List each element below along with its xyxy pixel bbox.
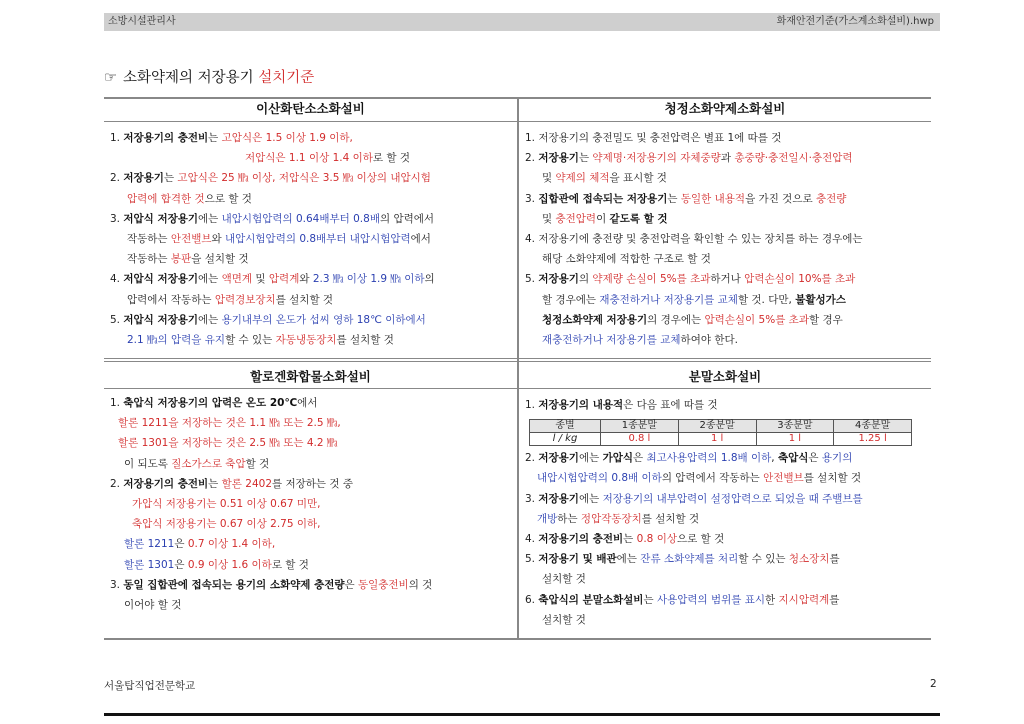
- text-line: [525, 448, 929, 468]
- text-run: 압력계: [268, 273, 300, 286]
- text-run: 은 다음 표에 따를 것: [623, 399, 718, 411]
- text-run: 약제량 손실이 5%를 초과: [592, 273, 711, 286]
- text-run: 5.: [525, 273, 539, 286]
- text-run: 약제의 체적: [555, 172, 610, 185]
- text-run: 저장용기: [123, 172, 164, 185]
- text-line: [525, 529, 929, 549]
- text-line: [525, 330, 929, 350]
- text-run: 와: [299, 273, 313, 286]
- text-line: [525, 489, 929, 509]
- text-run: 5.: [525, 553, 539, 566]
- text-run: 0.8 이상: [636, 533, 677, 546]
- text-line: [110, 413, 514, 433]
- standards-table: [104, 97, 931, 640]
- text-line: [110, 269, 514, 289]
- text-line: [110, 168, 514, 188]
- text-line: [110, 290, 514, 310]
- text-run: 에는: [578, 452, 603, 465]
- text-run: 청소장치: [788, 553, 830, 566]
- text-run: 의 압력에서: [379, 212, 435, 225]
- text-run: 에는: [616, 553, 641, 566]
- text-run: 정압작동장치: [580, 512, 642, 525]
- text-run: 에는: [198, 313, 222, 326]
- table-cell: 1종분말: [601, 420, 679, 433]
- text-line: [110, 189, 514, 209]
- running-header: [104, 13, 940, 31]
- text-line: [525, 128, 929, 148]
- text-run: 3.: [110, 212, 124, 225]
- text-run: 저장용기의 충전비: [538, 533, 624, 546]
- text-run: 4.: [110, 273, 124, 286]
- text-run: 를 저장하는 것 중: [272, 477, 354, 490]
- text-run: 불활성가스: [795, 293, 846, 306]
- text-run: 최고사용압력의 1.8배 이하: [646, 452, 772, 465]
- powder-heading: 분말소화설비: [688, 369, 762, 384]
- text-line: [110, 249, 514, 269]
- text-run: 저장용기의 충전비: [123, 132, 209, 144]
- text-line: [110, 595, 514, 615]
- text-run: 할 것. 다만,: [737, 293, 796, 306]
- text-run: 할론 1301을 저장하는 것은 2.5 ㎫ 또는 4.2 ㎫: [118, 437, 338, 450]
- page-number: 2: [930, 678, 937, 690]
- powder-table-header: [530, 420, 912, 433]
- text-run: 6.: [525, 593, 539, 606]
- text-run: 고압식은 1.5 이상 1.9 이하,: [221, 132, 353, 144]
- text-run: 자동냉동장치: [275, 334, 337, 347]
- powder-content: [525, 395, 929, 630]
- text-run: 으로 할 것: [204, 192, 252, 205]
- pointing-hand-icon: ☞: [104, 70, 117, 86]
- text-run: 하여야 한다.: [680, 334, 738, 347]
- text-run: 3.: [525, 492, 539, 505]
- text-run: 안전밸브: [170, 233, 212, 246]
- text-run: 할 수 있는: [225, 334, 276, 347]
- text-run: 의: [578, 273, 593, 286]
- text-line: [525, 395, 929, 415]
- text-line: [110, 494, 514, 514]
- text-line: [525, 269, 929, 289]
- text-run: 용기내부의 온도가 섭씨 영하 18℃ 이하에서: [221, 313, 426, 326]
- text-run: 집합관에 접속되는 저장용기: [538, 192, 668, 205]
- footer-school: 서울탑직업전문학교: [104, 680, 196, 692]
- text-run: 로 할 것: [372, 152, 411, 165]
- text-run: 를 설치할 것: [641, 512, 700, 525]
- text-run: 2.: [525, 152, 539, 165]
- text-run: 를 설치할 것: [275, 293, 334, 306]
- text-line: [525, 468, 929, 488]
- text-run: 내압시험압력의 0.64배부터 0.8배: [221, 212, 380, 225]
- text-run: 같도록 할 것: [609, 212, 668, 225]
- table-cell: 0.8 l: [601, 433, 679, 446]
- text-line: [110, 514, 514, 534]
- text-run: 와: [211, 233, 225, 246]
- text-line: [525, 610, 929, 630]
- text-run: 1. 저장용기의 충전밀도 및 충전압력은 별표 1에 따를 것: [525, 132, 782, 144]
- text-run: 사용압력의 범위를 표시: [656, 593, 766, 606]
- text-run: 충전량: [815, 192, 847, 205]
- text-run: 에는: [578, 492, 603, 505]
- text-line: [525, 509, 929, 529]
- text-line: [110, 474, 514, 494]
- text-run: 축압식의 분말소화설비: [538, 593, 644, 606]
- text-run: 은: [344, 578, 358, 591]
- text-run: 의 압력에서 작동하는: [661, 472, 764, 485]
- text-line: [110, 128, 514, 148]
- text-run: 을 설치할 것: [191, 253, 249, 266]
- powder-items-rest: [525, 448, 929, 630]
- text-run: 2.: [525, 452, 539, 465]
- text-run: 압력에 합격한 것: [127, 192, 205, 205]
- text-run: 작동하는: [127, 253, 171, 266]
- co2-content: [110, 128, 514, 350]
- text-run: 압력손실이 10%를 초과: [744, 273, 856, 286]
- text-run: 는: [208, 132, 222, 144]
- text-run: 저장용기: [538, 273, 579, 286]
- text-run: 동일충전비: [357, 578, 409, 591]
- text-line: [525, 569, 929, 589]
- text-line: [525, 549, 929, 569]
- text-run: 를 설치할 것: [803, 472, 862, 485]
- text-run: 안전밸브: [763, 472, 804, 485]
- text-run: 저압식 저장용기: [123, 313, 199, 326]
- text-run: 및: [252, 273, 269, 286]
- text-run: 용기의: [821, 452, 853, 465]
- text-run: 를 설치할 것: [336, 334, 394, 347]
- table-cell: 3종분말: [756, 420, 834, 433]
- text-run: 은: [174, 558, 188, 571]
- text-run: 은: [808, 452, 822, 465]
- text-run: 작동하는: [127, 233, 171, 246]
- text-run: 액면계: [221, 273, 253, 286]
- text-run: 할 경우에는: [542, 293, 600, 306]
- text-run: 개방: [537, 512, 558, 525]
- clean-agent-heading: 청정소화약제소화설비: [664, 101, 786, 116]
- text-run: 의: [424, 273, 435, 286]
- text-line: [110, 555, 514, 575]
- text-run: 재충전하거나 저장용기를 교체: [599, 293, 738, 306]
- text-run: 지시압력계: [778, 593, 830, 606]
- text-run: ,: [771, 452, 778, 465]
- text-run: 한: [765, 593, 779, 606]
- text-line: [525, 290, 929, 310]
- text-run: 2.: [110, 477, 124, 490]
- text-run: 저장용기의 충전비: [123, 477, 209, 490]
- text-run: 는: [208, 477, 222, 490]
- table-cell: 1.25 l: [834, 433, 912, 446]
- powder-volume-table: [529, 419, 912, 446]
- halon-heading: 할로겐화합물소화설비: [250, 369, 371, 384]
- text-run: 총중량·충전일시·충전압력: [734, 152, 853, 165]
- text-run: 저압식은 1.1 이상 1.4 이하: [245, 152, 373, 165]
- text-run: 이어야 할 것: [124, 599, 182, 612]
- text-run: 할 수 있는: [738, 553, 789, 566]
- text-run: 질소가스로 축압: [171, 457, 246, 470]
- text-line: [525, 168, 929, 188]
- text-line: [525, 310, 929, 330]
- text-run: 저장용기: [538, 492, 579, 505]
- text-run: 은: [174, 538, 188, 551]
- text-line: [110, 310, 514, 330]
- text-line: [110, 229, 514, 249]
- text-run: 약제명·저장용기의 자체중량: [592, 152, 721, 165]
- text-run: 는: [163, 172, 178, 185]
- text-run: 2.: [110, 172, 124, 185]
- text-line: [110, 209, 514, 229]
- text-run: 저압식 저장용기: [123, 212, 199, 225]
- text-run: 2.1 ㎫의 압력을 유지: [127, 334, 226, 347]
- text-run: 충전압력: [555, 212, 597, 225]
- table-cell: 4종분말: [834, 420, 912, 433]
- text-line: [110, 575, 514, 595]
- text-run: 할론 1301: [124, 558, 175, 571]
- text-run: 축압식 저장용기의 압력은 온도 20℃: [123, 397, 298, 409]
- text-line: [525, 249, 929, 269]
- text-run: 동일 집합관에 접속되는 용기의 소화약제 충전량: [123, 578, 345, 591]
- text-run: 이: [596, 212, 610, 225]
- text-run: 재충전하거나 저장용기를 교체: [542, 334, 681, 347]
- text-run: 저장용기의 내용적: [538, 399, 624, 411]
- text-run: 청정소화약제 저장용기: [542, 313, 648, 326]
- text-run: 및: [542, 172, 556, 185]
- text-run: 저장용기: [538, 452, 579, 465]
- text-run: 의 것: [408, 578, 433, 591]
- text-run: 해당 소화약제에 적합한 구조로 할 것: [542, 253, 711, 266]
- powder-table-row: [530, 433, 912, 446]
- text-run: 압력에서 작동하는: [127, 293, 215, 306]
- text-line: [110, 330, 514, 350]
- text-run: 를: [829, 553, 840, 566]
- title-main: 소화약제의 저장용기: [123, 70, 254, 86]
- text-run: 는: [623, 533, 637, 546]
- header-filename: 화재안전기준(가스계소화설비).hwp: [776, 16, 934, 27]
- powder-item-1: [525, 395, 929, 415]
- clean-agent-content: [525, 128, 929, 350]
- text-line: [110, 454, 514, 474]
- text-run: 5.: [110, 313, 124, 326]
- text-line: [525, 148, 929, 168]
- text-run: 압력경보장치: [214, 293, 276, 306]
- text-line: [525, 209, 929, 229]
- text-run: 과: [720, 152, 735, 165]
- text-run: 설치할 것: [542, 613, 586, 626]
- co2-heading: 이산화탄소소화설비: [256, 101, 365, 116]
- table-cell: 2종분말: [678, 420, 756, 433]
- text-run: 설치할 것: [542, 573, 586, 586]
- text-line: [110, 534, 514, 554]
- text-run: 3.: [110, 578, 124, 591]
- text-run: 축압식 저장용기는 0.67 이상 2.75 이하,: [132, 518, 321, 531]
- header-left: 소방시설관리사: [108, 16, 176, 27]
- footer-rule: [104, 713, 940, 716]
- text-run: 및: [542, 212, 556, 225]
- text-run: 에는: [198, 273, 222, 286]
- text-run: 축압식: [777, 452, 809, 465]
- page-title: [104, 66, 314, 87]
- text-line: [525, 229, 929, 249]
- text-run: 압력손실이 5%를 초과: [704, 313, 809, 326]
- text-run: 저장용기의 내부압력이 설정압력으로 되었을 때 주밸브를: [602, 492, 863, 505]
- text-run: 에는: [198, 212, 222, 225]
- title-accent: 설치기준: [258, 70, 315, 86]
- text-line: [110, 433, 514, 453]
- halon-content: [110, 393, 514, 615]
- text-run: 3.: [525, 192, 539, 205]
- text-run: 동일한 내용적: [680, 192, 746, 205]
- text-run: 를: [829, 593, 840, 606]
- text-run: 을 표시할 것: [609, 172, 667, 185]
- table-cell: 1 l: [756, 433, 834, 446]
- text-run: 할론 1211: [124, 538, 175, 551]
- table-cell: l / kg: [530, 433, 601, 446]
- text-run: 의 경우에는: [647, 313, 705, 326]
- text-run: 은: [633, 452, 647, 465]
- text-line: [525, 189, 929, 209]
- text-run: 는: [578, 152, 593, 165]
- text-run: 4. 저장용기에 충전량 및 충전압력을 확인할 수 있는 장치를 하는 경우에는: [525, 233, 863, 246]
- text-run: 하는: [557, 512, 581, 525]
- text-run: 는: [643, 593, 657, 606]
- text-run: 2.3 ㎫ 이상 1.9 ㎫ 이하: [312, 273, 425, 286]
- text-run: 할론 2402: [221, 477, 273, 490]
- text-run: 할 것: [245, 457, 270, 470]
- text-run: 에서: [297, 397, 318, 409]
- text-line: [525, 590, 929, 610]
- text-run: 고압식은 25 ㎫ 이상, 저압식은 3.5 ㎫ 이상의 내압시험: [177, 172, 431, 185]
- table-cell: 종별: [530, 420, 601, 433]
- text-run: 는: [667, 192, 681, 205]
- text-run: 에서: [410, 233, 431, 246]
- text-run: 0.9 이상 1.6 이하: [187, 558, 272, 571]
- text-run: 1.: [110, 397, 124, 409]
- text-run: 을 가진 것으로: [745, 192, 816, 205]
- text-run: 으로 할 것: [676, 533, 725, 546]
- text-run: 1.: [110, 132, 124, 144]
- text-run: 가압식: [602, 452, 633, 465]
- text-run: 내압시험압력의 0.8배부터 내압시험압력: [224, 233, 411, 246]
- text-run: 저장용기: [538, 152, 579, 165]
- text-run: 저장용기 및 배관: [538, 553, 617, 566]
- text-run: 가압식 저장용기는 0.51 이상 0.67 미만,: [132, 498, 321, 511]
- text-run: 1.: [525, 399, 539, 411]
- text-run: 하거나: [710, 273, 745, 286]
- text-run: 저압식 저장용기: [123, 273, 199, 286]
- text-run: 로 할 것: [271, 558, 309, 571]
- text-line: [110, 148, 514, 168]
- text-line: [110, 393, 514, 413]
- text-run: 할론 1211을 저장하는 것은 1.1 ㎫ 또는 2.5 ㎫,: [118, 417, 341, 430]
- text-run: 이 되도록: [124, 457, 172, 470]
- text-run: 내압시험압력의 0.8배 이하: [537, 472, 662, 485]
- table-cell: 1 l: [678, 433, 756, 446]
- text-run: 할 경우: [808, 313, 843, 326]
- text-run: 봉판: [170, 253, 192, 266]
- text-run: 0.7 이상 1.4 이하,: [187, 538, 276, 551]
- text-run: 4.: [525, 533, 539, 546]
- text-run: 잔류 소화약제를 처리: [640, 553, 739, 566]
